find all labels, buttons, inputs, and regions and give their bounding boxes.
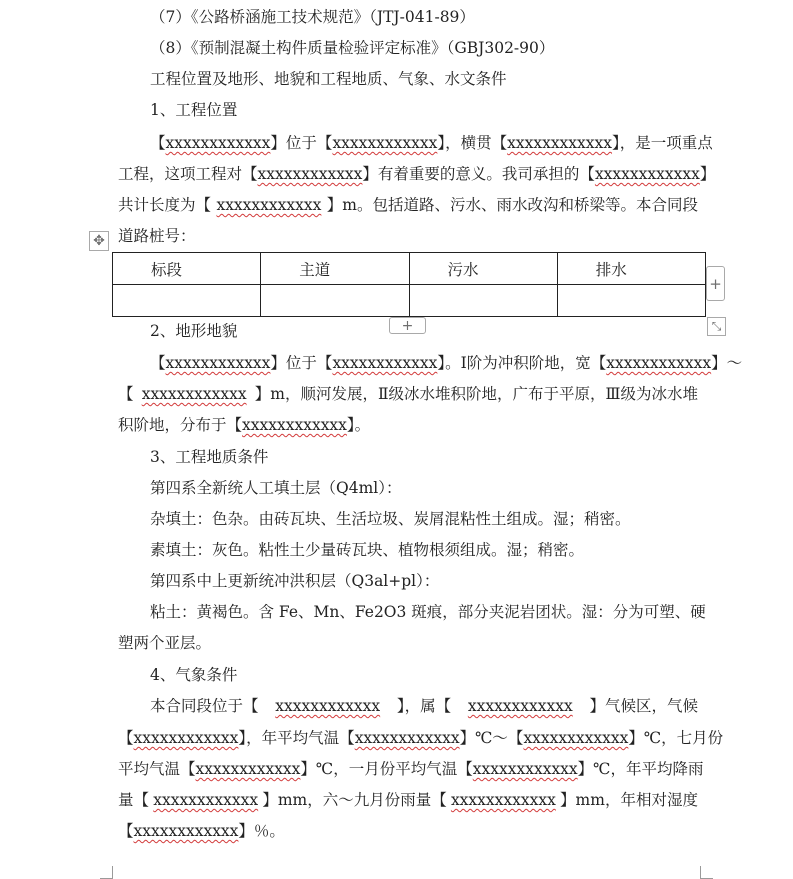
placeholder-text: xxxxxxxxxxxx: [594, 165, 700, 183]
add-row-button[interactable]: [389, 317, 426, 334]
paragraph-line: 塑两个亚层。: [118, 634, 212, 652]
table-header-row: [113, 253, 706, 285]
placeholder-text: xxxxxxxxxxxx: [165, 134, 271, 152]
paragraph-line: 本合同段位于【 xxxxxxxxxxxx 】，属【 xxxxxxxxxxxx 】气候区，气候: [150, 697, 698, 715]
paragraph-line: 【 xxxxxxxxxxxx 】位于【 xxxxxxxxxxxx 】，横贯【 xxxxxxxxxxxx 】，是一项重点: [150, 134, 713, 152]
table-row: [113, 285, 706, 317]
subheading-geology: 3、工程地质条件: [150, 448, 269, 466]
paragraph-line: 【xxxxxxxxxxxx】％。: [118, 822, 285, 840]
table-cell[interactable]: [557, 285, 705, 317]
section-heading: 工程位置及地形、地貌和工程地质、气象、水文条件: [150, 70, 507, 88]
table-header-cell[interactable]: 排水: [557, 253, 705, 285]
paragraph-line: 第四系全新统人工填土层（Q4ml）：: [150, 479, 402, 497]
paragraph-line: 平均气温【 xxxxxxxxxxxx 】℃，一月份平均气温【 xxxxxxxxxxxx 】℃，年平均降雨: [118, 760, 704, 778]
placeholder-text: xxxxxxxxxxxx: [242, 416, 347, 434]
table-move-handle[interactable]: ✥: [89, 231, 109, 251]
placeholder-text: xxxxxxxxxxxx: [472, 760, 578, 778]
resize-handle[interactable]: [707, 317, 726, 336]
paragraph-line: 素填土：灰色。粘性土少量砖瓦块、植物根须组成。湿；稍密。: [150, 541, 585, 559]
page-corner-mark: [700, 866, 713, 879]
placeholder-text: xxxxxxxxxxxx: [133, 729, 239, 747]
placeholder-text: xxxxxxxxxxxx: [332, 134, 438, 152]
placeholder-text: xxxxxxxxxxxx: [165, 354, 271, 372]
paragraph-line: 量【 xxxxxxxxxxxx 】mm，六～九月份雨量【 xxxxxxxxxxxx 】mm，年相对湿度: [118, 791, 698, 809]
placeholder-text: xxxxxxxxxxxx: [133, 822, 239, 840]
add-column-button[interactable]: [706, 266, 725, 301]
placeholder-text: xxxxxxxxxxxx: [450, 791, 556, 809]
table-cell[interactable]: [113, 285, 261, 317]
placeholder-text: xxxxxxxxxxxx: [354, 729, 460, 747]
resize-icon: ⤡: [711, 319, 722, 333]
paragraph-line: 共计长度为【 xxxxxxxxxxxx 】m。包括道路、污水、雨水改沟和桥梁等。本合同段: [118, 196, 698, 214]
paragraph-line: 杂填土：色杂。由砖瓦块、生活垃圾、炭屑混粘性土组成。湿；稍密。: [150, 510, 631, 528]
table-cell[interactable]: [261, 285, 409, 317]
placeholder-text: xxxxxxxxxxxx: [153, 791, 259, 809]
paragraph-line: 道路桩号：: [118, 227, 196, 245]
placeholder-text: xxxxxxxxxxxx: [507, 134, 613, 152]
placeholder-text: xxxxxxxxxxxx: [195, 760, 301, 778]
placeholder-text: xxxxxxxxxxxx: [606, 354, 712, 372]
placeholder-text: xxxxxxxxxxxx: [275, 697, 381, 715]
paragraph-line: 【 xxxxxxxxxxxx 】位于【 xxxxxxxxxxxx 】。Ⅰ阶为冲积阶地，宽【 xxxxxxxxxxxx 】～: [150, 354, 743, 372]
placeholder-text: xxxxxxxxxxxx: [332, 354, 438, 372]
placeholder-text: xxxxxxxxxxxx: [523, 729, 629, 747]
subheading-terrain: 2、地形地貌: [150, 322, 238, 340]
table-header-cell[interactable]: 污水: [409, 253, 557, 285]
paragraph-line: 工程，这项工程对【 xxxxxxxxxxxx 】有着重要的意义。我司承担的【 xxxxxxxxxxxx 】: [118, 165, 716, 183]
paragraph-line: 第四系中上更新统冲洪积层（Q3al+pl）：: [150, 572, 440, 590]
paragraph-line: 粘土：黄褐色。含 Fe、Mn、Fe2O3 斑痕，部分夹泥岩团状。湿：分为可塑、硬: [150, 603, 706, 621]
placeholder-text: xxxxxxxxxxxx: [216, 196, 322, 214]
subheading-location: 1、工程位置: [150, 101, 238, 119]
placeholder-text: xxxxxxxxxxxx: [467, 697, 573, 715]
table-header-cell[interactable]: 标段: [113, 253, 261, 285]
paragraph-line: 积阶地，分布于【xxxxxxxxxxxx】。: [118, 416, 371, 434]
plus-icon: +: [709, 274, 722, 293]
placeholder-text: xxxxxxxxxxxx: [141, 385, 247, 403]
placeholder-text: xxxxxxxxxxxx: [257, 165, 363, 183]
subheading-climate: 4、气象条件: [150, 666, 238, 684]
reference-item-8: （8）《预制混凝土构件质量检验评定标准》（GBJ302-90）: [150, 39, 555, 57]
paragraph-line: 【 xxxxxxxxxxxx 】，年平均气温【 xxxxxxxxxxxx 】℃～【 xxxxxxxxxxxx 】℃，七月份: [118, 729, 724, 747]
table-cell[interactable]: [409, 285, 557, 317]
plus-icon: +: [401, 317, 414, 334]
paragraph-line: 【 xxxxxxxxxxxx 】m，顺河发展，Ⅱ级冰水堆积阶地，广布于平原，Ⅲ级为冰水堆: [118, 385, 698, 403]
table-header-cell[interactable]: 主道: [261, 253, 409, 285]
station-table: [112, 252, 706, 317]
reference-item-7: （7）《公路桥涵施工技术规范》（JTJ-041-89）: [150, 8, 475, 26]
page-corner-mark: [100, 866, 113, 879]
